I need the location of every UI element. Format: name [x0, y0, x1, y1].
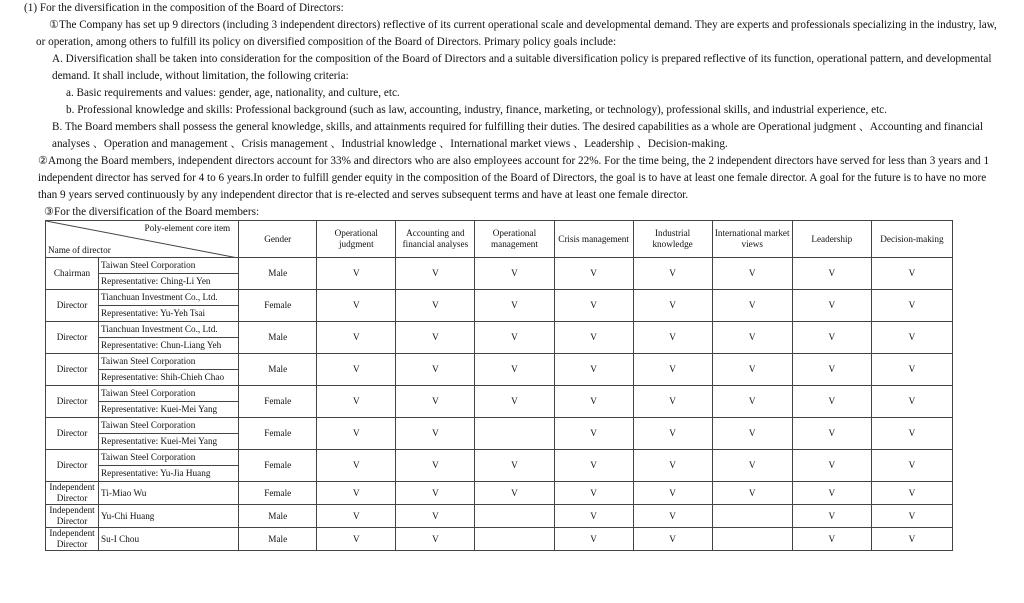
capability-mark-cell: V — [317, 505, 396, 528]
table-header-row — [46, 221, 953, 258]
director-title-cell: Director — [46, 290, 99, 322]
capability-mark-cell: V — [633, 450, 712, 482]
capability-mark-cell: V — [712, 450, 792, 482]
director-name-cell: Taiwan Steel Corporation — [99, 258, 239, 274]
table-row — [46, 528, 953, 551]
capability-mark-cell: V — [633, 354, 712, 386]
capability-mark-cell: V — [871, 258, 952, 290]
director-title-cell: Director — [46, 450, 99, 482]
capability-mark-cell: V — [633, 482, 712, 505]
corner-bottom-label: Name of director — [48, 245, 111, 255]
capability-mark-cell: V — [475, 450, 554, 482]
criteria-a: a. Basic requirements and values: gender, age, nationality, and culture, etc. — [66, 87, 400, 99]
gender-cell: Female — [239, 482, 317, 505]
capability-mark-cell: V — [396, 322, 475, 354]
capability-mark-cell: V — [396, 386, 475, 418]
representative-cell: Representative: Yu-Yeh Tsai — [99, 306, 239, 322]
capability-mark-cell: V — [554, 418, 633, 450]
representative-cell: Representative: Chun-Liang Yeh — [99, 338, 239, 354]
paragraph-3: ③For the diversification of the Board members: — [44, 206, 260, 218]
capability-mark-cell: V — [475, 482, 554, 505]
capability-mark-cell: V — [554, 450, 633, 482]
capability-mark-cell: V — [633, 505, 712, 528]
capability-mark-cell: V — [317, 290, 396, 322]
table-row — [46, 505, 953, 528]
capability-mark-cell: V — [475, 258, 554, 290]
director-name-cell: Taiwan Steel Corporation — [99, 354, 239, 370]
gender-cell: Male — [239, 505, 317, 528]
capability-mark-cell: V — [633, 322, 712, 354]
capability-mark-cell: V — [554, 505, 633, 528]
criteria-b: b. Professional knowledge and skills: Professional background (such as law, accounting, industry, finance, marketing, or technology), professional skills, and industrial experience, etc. — [66, 104, 887, 116]
gender-cell: Male — [239, 354, 317, 386]
representative-cell: Representative: Kuei-Mei Yang — [99, 402, 239, 418]
column-header: Industrial knowledge — [633, 221, 712, 258]
capability-mark-cell: V — [792, 322, 871, 354]
capability-mark-cell: V — [475, 386, 554, 418]
director-title-cell: Independent Director — [46, 482, 99, 505]
capability-mark-cell: V — [792, 386, 871, 418]
director-name-cell: Su-I Chou — [99, 528, 239, 551]
board-diversification-table — [45, 220, 953, 551]
capability-mark-cell: V — [871, 482, 952, 505]
capability-mark-cell: V — [554, 386, 633, 418]
capability-mark-cell: V — [792, 528, 871, 551]
table-corner-cell — [46, 221, 239, 258]
table-row — [46, 418, 953, 434]
capability-mark-cell: V — [712, 258, 792, 290]
capability-mark-cell: V — [633, 290, 712, 322]
capability-mark-cell: V — [317, 528, 396, 551]
capability-mark-cell: V — [396, 258, 475, 290]
table-row — [46, 290, 953, 306]
table-row — [46, 258, 953, 274]
capability-mark-cell: V — [554, 354, 633, 386]
column-header: Operational judgment — [317, 221, 396, 258]
capability-mark-cell: V — [871, 505, 952, 528]
table-row — [46, 482, 953, 505]
director-name-cell: Taiwan Steel Corporation — [99, 450, 239, 466]
capability-mark-cell: V — [712, 322, 792, 354]
capability-mark-cell: V — [396, 418, 475, 450]
gender-cell: Female — [239, 418, 317, 450]
capability-mark-cell — [712, 505, 792, 528]
director-title-cell: Director — [46, 418, 99, 450]
capability-mark-cell: V — [396, 354, 475, 386]
capability-mark-cell: V — [317, 258, 396, 290]
capability-mark-cell: V — [712, 418, 792, 450]
capability-mark-cell: V — [871, 528, 952, 551]
gender-cell: Male — [239, 322, 317, 354]
paragraph-b: B. The Board members shall possess the general knowledge, skills, and attainments required for fulfilling their duties. The desired capabilities as a whole are Operational judgment 、Accounting and financial analyses 、Operation and management 、Crisis management 、Industrial knowledge 、International market views 、Leadership 、Decision-making. — [52, 121, 983, 150]
capability-mark-cell: V — [792, 450, 871, 482]
director-name-cell: Taiwan Steel Corporation — [99, 418, 239, 434]
gender-cell: Male — [239, 528, 317, 551]
gender-cell: Female — [239, 290, 317, 322]
capability-mark-cell: V — [633, 386, 712, 418]
column-header: Leadership — [792, 221, 871, 258]
capability-mark-cell: V — [792, 505, 871, 528]
director-name-cell: Tianchuan Investment Co., Ltd. — [99, 322, 239, 338]
column-header: International market views — [712, 221, 792, 258]
director-title-cell: Chairman — [46, 258, 99, 290]
director-name-cell: Ti-Miao Wu — [99, 482, 239, 505]
capability-mark-cell: V — [317, 386, 396, 418]
table-row — [46, 450, 953, 466]
table-body — [46, 258, 953, 551]
capability-mark-cell: V — [871, 450, 952, 482]
director-title-cell: Director — [46, 354, 99, 386]
capability-mark-cell: V — [554, 258, 633, 290]
capability-mark-cell: V — [871, 386, 952, 418]
representative-cell: Representative: Yu-Jia Huang — [99, 466, 239, 482]
capability-mark-cell: V — [554, 528, 633, 551]
representative-cell: Representative: Shih-Chieh Chao — [99, 370, 239, 386]
capability-mark-cell — [475, 528, 554, 551]
capability-mark-cell: V — [475, 354, 554, 386]
column-header: Gender — [239, 221, 317, 258]
director-title-cell: Director — [46, 322, 99, 354]
table-row — [46, 386, 953, 402]
capability-mark-cell: V — [871, 290, 952, 322]
capability-mark-cell: V — [396, 290, 475, 322]
capability-mark-cell: V — [396, 450, 475, 482]
capability-mark-cell: V — [554, 482, 633, 505]
capability-mark-cell — [475, 418, 554, 450]
gender-cell: Male — [239, 258, 317, 290]
director-title-cell: Independent Director — [46, 528, 99, 551]
paragraph-a: A. Diversification shall be taken into consideration for the composition of the Board of Directors and a suitable diversification policy is prepared reflective of its function, operational pattern, and developmental demand. It shall include, without limitation, the following criteria: — [52, 53, 992, 82]
column-header: Decision-making — [871, 221, 952, 258]
paragraph-2: ②Among the Board members, independent directors account for 33% and directors who are also employees account for 22%. For the time being, the 2 independent directors have served for less than 3 years and 1 independent director has served for 4 to 6 years.In order to fulfill gender equity in the composition of the Board of Directors, the goal is to have at least one female director. A goal for the future is to have no more than 9 years served continuously by any independent director that is re-elected and serves subsequent terms and have at least one female director. — [38, 155, 990, 201]
capability-mark-cell: V — [396, 505, 475, 528]
capability-mark-cell: V — [475, 290, 554, 322]
representative-cell: Representative: Ching-Li Yen — [99, 274, 239, 290]
capability-mark-cell: V — [633, 258, 712, 290]
capability-mark-cell: V — [317, 450, 396, 482]
director-title-cell: Director — [46, 386, 99, 418]
column-header: Operational management — [475, 221, 554, 258]
capability-mark-cell: V — [396, 528, 475, 551]
director-name-cell: Taiwan Steel Corporation — [99, 386, 239, 402]
capability-mark-cell — [712, 528, 792, 551]
director-name-cell: Tianchuan Investment Co., Ltd. — [99, 290, 239, 306]
capability-mark-cell: V — [712, 482, 792, 505]
capability-mark-cell: V — [792, 418, 871, 450]
capability-mark-cell: V — [317, 354, 396, 386]
capability-mark-cell: V — [792, 258, 871, 290]
gender-cell: Female — [239, 386, 317, 418]
capability-mark-cell — [475, 505, 554, 528]
capability-mark-cell: V — [317, 418, 396, 450]
column-header: Accounting and financial analyses — [396, 221, 475, 258]
capability-mark-cell: V — [475, 322, 554, 354]
capability-mark-cell: V — [317, 322, 396, 354]
capability-mark-cell: V — [871, 322, 952, 354]
director-name-cell: Yu-Chi Huang — [99, 505, 239, 528]
capability-mark-cell: V — [317, 482, 396, 505]
capability-mark-cell: V — [633, 418, 712, 450]
capability-mark-cell: V — [554, 290, 633, 322]
capability-mark-cell: V — [871, 354, 952, 386]
capability-mark-cell: V — [792, 290, 871, 322]
capability-mark-cell: V — [712, 386, 792, 418]
section-heading: (1) For the diversification in the composition of the Board of Directors: — [24, 2, 344, 14]
gender-cell: Female — [239, 450, 317, 482]
capability-mark-cell: V — [633, 528, 712, 551]
capability-mark-cell: V — [712, 354, 792, 386]
capability-mark-cell: V — [554, 322, 633, 354]
capability-mark-cell: V — [871, 418, 952, 450]
capability-mark-cell: V — [792, 482, 871, 505]
paragraph-1: ①The Company has set up 9 directors (including 3 independent directors) reflective of its current operational scale and developmental demand. They are experts and professionals specializing in the industry, law, or operation, among others to fulfill its policy on diversified composition of the Board of Directors. Primary policy goals include: — [36, 19, 997, 48]
column-header: Crisis management — [554, 221, 633, 258]
capability-mark-cell: V — [792, 354, 871, 386]
capability-mark-cell: V — [712, 290, 792, 322]
table-row — [46, 354, 953, 370]
table-row — [46, 322, 953, 338]
corner-top-label: Poly-element core item — [144, 223, 231, 233]
representative-cell: Representative: Kuei-Mei Yang — [99, 434, 239, 450]
director-title-cell: Independent Director — [46, 505, 99, 528]
capability-mark-cell: V — [396, 482, 475, 505]
